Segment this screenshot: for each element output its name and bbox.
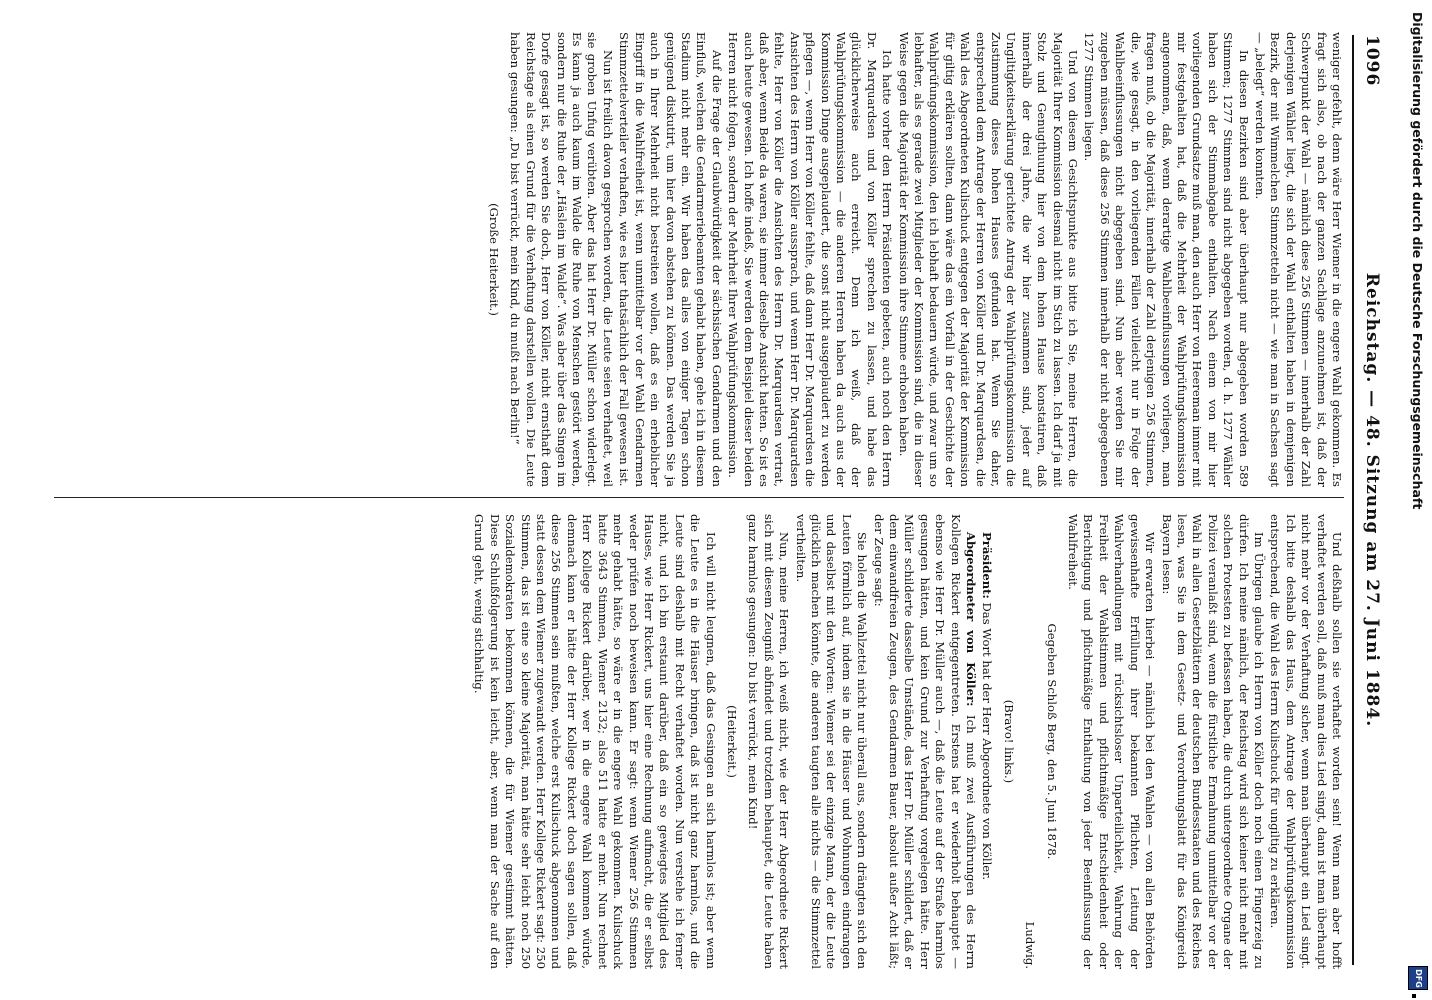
paragraph: Ich will nicht leugnen, daß das Gesingen an sich harmlos ist; aber wenn die Leute es in die Häuser bringen, daß ist nicht ganz harmlos, und die Leute sind deshalb mit Recht verhaftet worden. Nun verstehe ich ferner nicht, und ich bin erstaunt darüber, daß ein so gewiegtes Mitglied des Hauses, wie Herr Rickert, uns hier eine Rechnung aufmacht, die er selbst weder prüfen noch beweisen kann. Er sagt: wenn Wiemer 256 Stimmen mehr gehabt hätte, so wäre er in die engere Wahl gekommen. Kulischuck hatte 3643 Stimmen, Wiemer 2132; also 511 hatte er mehr. Nun rechnet Herr Kollege Rickert darüber, wer in die engere Wahl kommen würde, demnach kann er hätte der Herr Kollege Rickert doch sagen sollen, daß diese 256 Stimmen sein mußten, welche erst Kulischuck abgenommen und statt dessen dem Wiemer zugewandt werden. Herr Kollege Rickert sagt: 250 Stimmen, das ist eine so kleine Majorität, man hätte sehr leicht noch 250 Sozialdemokraten bekommen können, die für Wiemer gestimmt hätten. Diese Schlußfolgerung ist kein leicht, aber, wenn man der Sache auf den Grund geht, wenig stichhaltig. bbox=[472, 514, 718, 969]
paragraph: Wir erwarten hierbei — nämlich bei den Wahlen — von allen Behörden gewissenhafte Erfüllung ihrer bekannten Pflichten, Leitung der Wahlverhandlungen mit rücksichtsloser Unparteilichkeit, Wahrung der Freiheit der Wahlstimmen und pflichtmäßige Entschiedenheit oder Berichtigung und pflichtmäßige Enthaltung von jeder Beeinflussung der Wahlfreiheit. bbox=[1066, 514, 1158, 969]
column-separator bbox=[54, 497, 1344, 498]
paragraph: (Bravo! links.) bbox=[1001, 699, 1016, 784]
paragraph: Ich hatte vorher den Herrn Präsidenten gebeten, auch noch den Herrn Dr. Marquardsen und von Köller sprechen zu lassen, und habe das glücklicherweise auch erreicht. Denn ich weiß, daß der Wahlprüfungskommission — die anderen Herren haben da auch aus der Kommission Dinge ausgeplaudert, die sonst nicht ausgeplaudert zu werden pflegen —, wenn Herr von Köller fehlte, daß dann Herr Dr. Marquardsen die Ansichten des Herrn von Köller aussprach, und wenn Herr Dr. Marquardsen fehlte, Herr von Köller die Ansichten des Herrn Dr. Marquardsen vertrat, daß aber, wenn Beide da waren, sie immer dieselbe Ansicht hatten. So ist es auch heute gewesen. Ich hoffe indeß, Sie werden dem Beispiel dieser beiden Herren nicht folgen, sondern der Mehrheit Ihrer Wahlprüfungskommission. bbox=[726, 32, 895, 487]
paragraph: Und deßhalb sollen sie verhaftet worden sein! Wenn man aber hofft verhaftet werden soll, daß muß man dies Lied singt, dann ist man überhaupt nicht mehr vor der Verhaftung sicher, wenn man überhaupt ein Lied singt. Ich bitte deshalb das Haus, dem Antrage der Wahlprüfungskommission entsprechend, die Wahl des Herrn Kulischuck für ungiltig zu erklären. bbox=[1268, 514, 1344, 969]
paragraph: Im Übrigen glaube ich Herrn von Köller doch noch einen Fingerzeig zu dürfen. Ich meine nämlich, der Reichstag wird sich keiner nicht mehr mit solchen Protesten zu befassen haben, die durch untergeordnete Organe der Polizei veranlaßt sind, wenn die fürstliche Ermahnung unmittelbar vor der Wahl in allen Gesetzblättern der deutschen Bundesstaaten und des Reiches lesen, was Sie in dem Gesetz- und Verordnungsblatt für das Königreich Bayern lesen: bbox=[1159, 514, 1266, 969]
paragraph: Präsident: Das Wort hat der Herr Abgeordnete von Köller. bbox=[980, 532, 995, 881]
paragraph: Ludwig. bbox=[1023, 921, 1038, 969]
speaker-name: Abgeordneter von Köller: bbox=[964, 532, 979, 707]
page-number: 1096 bbox=[1362, 35, 1382, 87]
paragraph: (Große Heiterkeit.) bbox=[487, 203, 502, 316]
digitization-imprint bbox=[1405, 12, 1429, 997]
paragraph: Sie holen die Wahlzettel nicht nur überall aus, sondern drängten sich den Leuten förmlich auf, indem sie in die Häuser und Wohnungen eindrangen und daselbst mit den Worten: Wiemer sei der einzige Mann, der die Leute glücklich machen könnte, die anderen taugten alle nichts — die Stimmzettel vertheilten. bbox=[793, 514, 870, 969]
paragraph: Auf die Frage der Glaubwürdigkeit der sächsischen Gendarmen und den Einfluß, welchen die Gendarmeriebeamten gehabt haben, gehe ich in diesem Stadium nicht mehr ein. Wir haben das alles von einiger Tagen schon genügend diskutirt, um hier davon abstehen zu können. Das werden Sie ja auch in Ihrer Mehrheit nicht bestreiten wollen, daß es ein erheblicher Eingriff in die Wahlfreiheit ist, wenn unmittelbar vor der Wahl Gendarmen Stimmzettelverteiler verhaften, wie es hier thatsächlich der Fall gewesen ist. bbox=[617, 32, 724, 487]
dfg-logo bbox=[1408, 966, 1428, 990]
speaker-name: Präsident: bbox=[980, 532, 995, 599]
right-column bbox=[470, 514, 1344, 969]
paragraph: Nun, meine Herren, ich weiß nicht, wie der Herr Abgeordnete Rickert sich mit diesem Zeugniß abfindet und trotzdem behauptet, die Leute haben ganz harmlos gesungen: Du bist verrückt, mein Kind! bbox=[746, 514, 792, 969]
page-header bbox=[1352, 35, 1382, 965]
paragraph: (Heiterkeit.) bbox=[724, 705, 739, 778]
imprint-text: Digitalisierung gefördert durch die Deutsche Forschungsgemeinschaft bbox=[1410, 12, 1425, 510]
left-column bbox=[480, 32, 1344, 487]
paragraph: Gegeben Schloß Berg, den 5. Juni 1878. bbox=[1044, 623, 1059, 860]
page-mark bbox=[1412, 994, 1416, 998]
paragraph: weniger gefehlt, denn wäre Herr Wiemer in die engere Wahl gekommen. Es fragt sich also, ob nach der ganzen Sachlage anzunehmen ist, daß der Schwerpunkt der Wahl — nämlich diese 256 Stimmen — innerhalb der Zahl derjenigen Wähler liegt, die sich der Wahl enthalten haben in demjenigen Bezirk, der mit Wimmelchen Stimmzetteln nicht — wie man in Sachsen sagt — „belegt“ werden konnten. bbox=[1252, 32, 1344, 487]
paragraph: In diesen Bezirken sind aber überhaupt nur abgegeben worden 589 Stimmen; 1277 Stimmen sind nicht abgegeben worden, d. h. 1277 Wähler haben sich der Stimmabgabe enthalten. Nach einem von mir hier vorliegenden Grundsatze muß man, den auch Herr von Heereman immer mit mir festgehalten hat, daß die Mehrheit der Wahlprüfungskommission angenommen, daß, wenn derartige Wahlbeeinflussungen vorliegen, man fragen muß, ob die Majorität, innerhalb der Zahl derjenigen 256 Stimmen, die, wie gesagt, in den vorliegenden Fällen vielleicht nur in Folge der Wahlbeeinflussungen nicht abgegeben sind. Nun aber werden Sie mir zugeben müssen, daß diese 256 Stimmen innerhalb der nicht abgegebenen 1277 Stimmen liegen. bbox=[1082, 32, 1251, 487]
paragraph: Nun ist freilich davon gesprochen worden, die Leute seien verhaftet, weil sie groben Unfug verübten. Aber das hat Herr Dr. Müller schon widerlegt. Es kann ja auch kaum im Walde die Ruhe von Menschen gestört werden, sondern nur die Ruhe der „Häslein im Walde“. Was aber über das Singen im Dorfe gesagt ist, so werden Sie doch, Herr von Köller, nicht ernsthaft dem Reichstage als einen Grund für die Verhaftung darstellen wollen. Die Leute haben gesungen: „Du bist verrückt, mein Kind, du mußt nach Berlin!“ bbox=[508, 32, 615, 487]
rotated-page-content bbox=[8, 0, 1388, 1000]
header-rule bbox=[1352, 35, 1354, 965]
running-title: Reichstag. — 48. Sitzung am 27. Juni 1884. bbox=[1362, 272, 1382, 728]
paragraph: Abgeordneter von Köller: Ich muß zwei Ausführungen des Herrn Kollegen Rickert entgegentreten. Erstens hat er wiederholt behauptet — ebenso wie Herr Dr. Müller auch —, daß die Leute auf der Straße harmlos gesungen hätten, und kein Grund zur Verhaftung vorgelegen hätte. Herr Müller schilderte dasselbe Umstände, das Herr Dr. Müller schildert, daß er dem einwandfreien Zeugen, des Gendarmen Bauer, absolut außer Acht läßt; der Zeuge sagt: bbox=[871, 514, 979, 969]
dfg-logo-text: DFG bbox=[1413, 968, 1423, 988]
paragraph: Und von diesem Gesichtspunkte aus bitte ich Sie, meine Herren, die Majorität Ihrer Kommission diesmal nicht im Stich zu lassen. Ich darf ja mit Stolz und Genugthuung hier von dem hohen Hause konstatiren, daß innerhalb der drei Jahre, die wir hier zusammen sind, jeder auf Ungiltigkeitserklärung gerichtete Antrag der Wahlprüfungskommission die Zustimmung dieses hohen Hauses gefunden hat. Wenn Sie daher, entsprechend dem Antrage der Herren von Köller und Dr. Marquardsen, die Wahl des Abgeordneten Kulischuck entgegen der Majorität der Kommission für giltig erklären sollten, dann wäre das ein Vorfall in der Geschichte der Wahlprüfungskommission, den ich lebhaft bedauern würde, und zwar um so lebhafter, als es gerade zwei Mitglieder der Kommission sind, die in dieser Weise gegen die Majorität der Kommission ihre Stimme erhoben haben. bbox=[896, 32, 1081, 487]
